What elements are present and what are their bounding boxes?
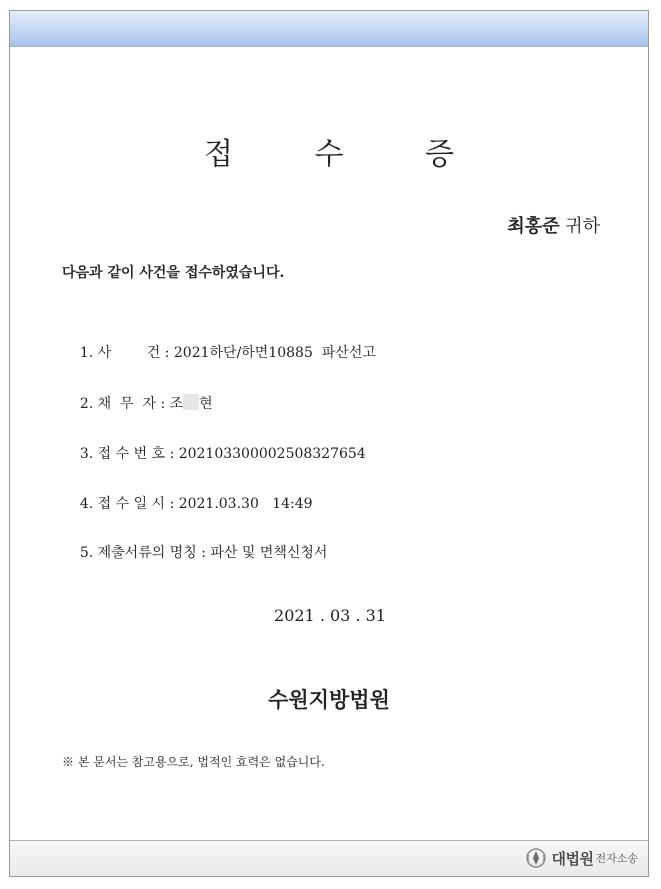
court-name: 수원지방법원	[268, 688, 390, 712]
item-value: 2021하단/하면10885 파산선고	[173, 345, 376, 361]
document-title: 접 수 증	[203, 137, 490, 172]
intro-text: 다음과 같이 사건을 접수하였습니다.	[62, 265, 285, 281]
footer-bar	[10, 840, 648, 876]
footer-logo	[524, 847, 639, 869]
document-frame	[9, 10, 649, 877]
disclaimer-note: ※ 본 문서는 참고용으로, 법적인 효력은 없습니다.	[62, 755, 325, 769]
item-value-prefix: 조	[169, 396, 184, 412]
header-bar	[10, 11, 648, 47]
item-label: 4. 접 수 일 시 :	[79, 496, 179, 512]
item-value: 파산 및 면책신청서	[210, 545, 328, 561]
item-value-suffix: 현	[199, 396, 213, 412]
item-document-name	[62, 526, 327, 578]
recipient-name: 최홍준	[507, 216, 560, 237]
court-emblem-icon	[524, 847, 548, 869]
item-debtor	[62, 377, 213, 429]
logo-sub-text: 전자소송	[595, 852, 638, 865]
issue-date: 2021 . 03 . 31	[274, 606, 386, 625]
redaction-mask	[183, 394, 199, 410]
recipient	[507, 212, 600, 238]
item-label: 3. 접 수 번 호 :	[79, 446, 179, 462]
item-value: 20210330000250832765​4	[178, 446, 366, 462]
logo-main-text: 대법원	[551, 849, 594, 868]
item-label: 2. 채 무 자 :	[79, 396, 170, 412]
item-receipt-number	[62, 427, 366, 479]
recipient-suffix: 귀하	[559, 216, 600, 237]
item-label: 1. 사 건 :	[79, 345, 174, 361]
item-case	[62, 326, 376, 378]
item-label: 5. 제출서류의 명칭 :	[79, 545, 211, 561]
item-value: 2021.03.30 14:49	[178, 496, 313, 512]
item-receipt-datetime	[62, 477, 313, 529]
